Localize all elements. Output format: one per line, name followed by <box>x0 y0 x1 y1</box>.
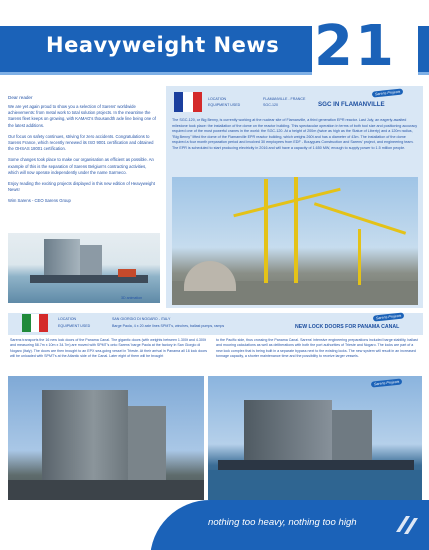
issue-number: 21 <box>314 14 396 79</box>
sarens-logo-icon <box>392 510 422 540</box>
vessel-hull-shape <box>218 460 414 470</box>
intro-greeting: Dear reader <box>8 95 33 100</box>
intro-column <box>8 104 158 210</box>
photo-caption: 3D animation <box>121 296 143 300</box>
sea-water <box>208 470 422 500</box>
location-label: LOCATION <box>208 97 227 101</box>
article-body-right: to the Pacific side, thus crossing the Panama Canal. Sarens' intensive engineering preparations included barge stability, ballast and mooring calculations as well as deliberations with both the port authorities of Trieste and Nogaro. The locks are part of a new lock complex that is being built in a separate bypass next to the existing locks. The new system will result in an increased tonnage capacity, a shorter maintenance time and the possibility to receive larger vessels. <box>216 338 418 359</box>
article-title: SGC IN FLAMANVILLE <box>318 101 385 108</box>
reactor-dome-shape <box>184 261 236 291</box>
newsletter-title: Heavyweight News <box>46 33 280 57</box>
equipment-value: Barge Paola, 4 x 20 axle lines SPMT's, winches, ballast pumps, ramps <box>112 324 225 328</box>
equipment-label: EQUIPMENT USED <box>208 103 241 107</box>
vessel-with-lock-doors-photo <box>208 376 422 500</box>
italy-flag-icon <box>22 314 48 332</box>
equipment-label: EQUIPMENT USED <box>58 324 91 328</box>
lock-door-shape <box>244 400 332 462</box>
intro-paragraph: Our focus on safety continues, striving for zero accidents. Congratulations to Sarens France, which recently renewed its ISO 9001 certification and obtained the OHSAS 18001 certification. <box>8 133 154 152</box>
intro-signature: Wim Sarens - CEO Sarens Group <box>8 198 71 204</box>
article-title: NEW LOCK DOORS FOR PANAMA CANAL <box>295 324 400 330</box>
crane-boom <box>233 188 340 218</box>
sarens-projects-badge: Sarens Projects <box>373 312 405 321</box>
location-label: LOCATION <box>58 317 77 321</box>
lock-door-side-shape <box>128 406 166 482</box>
lock-door-shape <box>42 390 128 482</box>
equipment-value: SGC-120 <box>263 103 278 107</box>
sarens-projects-badge: Sarens Projects <box>372 88 404 97</box>
footer-tagline: nothing too heavy, nothing too high <box>208 517 357 528</box>
location-value: SAN GIORGIO DI NOGARO - ITALY <box>112 317 171 321</box>
sarens-projects-badge: Sarens Projects <box>371 378 403 387</box>
spmt-trailer-shape <box>8 480 204 500</box>
tugboat-shape <box>118 269 136 277</box>
lock-door-side-shape <box>332 410 372 462</box>
crane-mast <box>358 229 361 285</box>
intro-paragraph: Enjoy reading the exciting projects displayed in this new edition of Heavyweight News! <box>8 181 155 193</box>
lock-door-side-shape <box>80 245 102 276</box>
article-body: The SGC-120, or Big Benny, is currently working at the nuclear site of Flamanville, a third generation EPR reactor. Last July, an eagerly-awaited milestone took place: the installation of the dome on the reactor building. This spectacular operation in terms of both tool size and positioning accuracy required one of the most powerful cranes in the world: the SGC-120. At a height of 200m (twice as high as the Statue of Liberty) and a 120m radius, "Big Benny" lifted the dome of the Flamanville EPR reactor building, which weighs 260t and has a diameter of 43m. The installation of the dome required a four month preparation period and involved 30 employees from EDF - Bouygues Construction and Sarens' project, and engineering team. The EPR is scheduled to start producing electricity in 2016 and will have a capacity of 1.650 MW, enough to supply power to 1.5 million people. <box>172 118 418 150</box>
location-value: FLAMANVILLE - FRANCE <box>263 97 306 101</box>
crane-mast <box>264 179 268 283</box>
crane-lifting-dome-photo <box>172 177 418 305</box>
lock-door-transport-photo <box>8 376 204 500</box>
lock-door-shape <box>44 239 80 276</box>
france-flag-icon <box>174 92 202 112</box>
barge-3d-animation-photo <box>8 233 160 303</box>
intro-paragraph: We are yet again proud to show you a selection of Sarens' worldwide achievements: from metal work to total solution projects. In the meantime the Sarens fleet keeps on growing, with KAMAG's thousandth axle line being one of the latest additions. <box>8 104 156 128</box>
article-body-left: Sarens transports the 16 new lock doors of the Panama Canal. The gigantic doors (with weights between 1.300t and 4.300t and measuring 58.7m x 10m x 34.7m) are moved with SPMT's onto Sarens' barge Paola at the factory in San Giorgio di Nogaro (Italy). The doors are then brought to an EPX sea-going vessel in Trieste. At their arrival in Panama all 16 lock doors will be unloaded with SPMT's at the Atlantic side of the Canal. Later eight of them will be brought <box>10 338 208 359</box>
crane-mast <box>294 177 298 283</box>
intro-paragraph: Some changes took place to make our organisation as efficient as possible. An example of this is the separation of Sarens Belgium's contracting activities, which will now operate independently under the name Sarmeco. <box>8 157 154 175</box>
